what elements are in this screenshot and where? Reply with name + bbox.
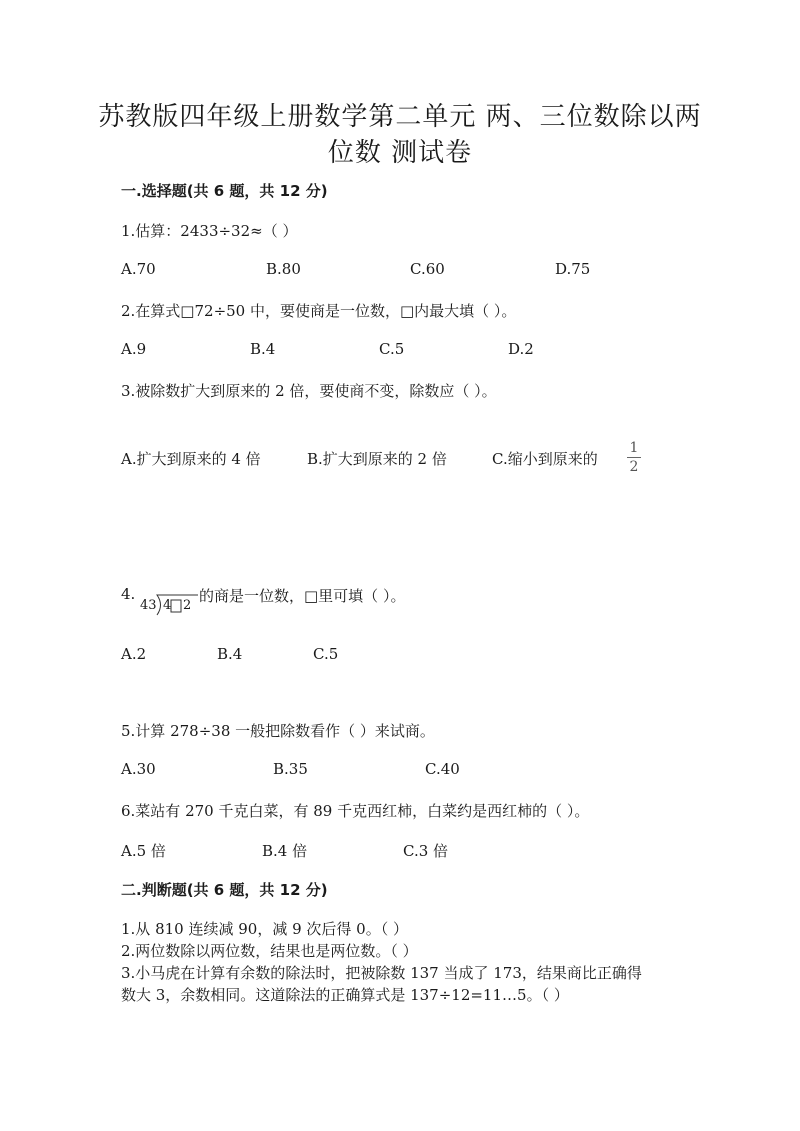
- q3-option-b: B.扩大到原来的 2 倍: [307, 450, 447, 468]
- q5-option-c: C.40: [425, 760, 460, 778]
- fraction-bar: [627, 457, 641, 458]
- q1-option-d: D.75: [555, 260, 591, 278]
- fraction-denominator: 2: [629, 459, 639, 475]
- q2-stem: 2.在算式□72÷50 中，要使商是一位数，□内最大填（ ）。: [121, 302, 517, 320]
- q6-option-a: A.5 倍: [121, 842, 166, 860]
- divisor: 43: [140, 598, 157, 613]
- q5-option-b: B.35: [273, 760, 308, 778]
- q1-option-c: C.60: [410, 260, 445, 278]
- q3-stem: 3.被除数扩大到原来的 2 倍，要使商不变，除数应（ ）。: [121, 382, 497, 400]
- q2-option-a: A.9: [121, 340, 147, 358]
- dividend-last-digit: 2: [183, 598, 192, 613]
- q5-stem: 5.计算 278÷38 一般把除数看作（ ）来试商。: [121, 722, 435, 740]
- q2-option-b: B.4: [250, 340, 276, 358]
- q6-option-c: C.3 倍: [403, 842, 449, 860]
- judge-item-3-line2: 数大 3，余数相同。这道除法的正确算式是 137÷12=11…5。（ ）: [121, 986, 569, 1004]
- q1-option-a: A.70: [121, 260, 156, 278]
- q4-option-a: A.2: [121, 645, 147, 663]
- fraction-numerator: 1: [629, 440, 639, 456]
- page-title-line2: 位数 测试卷: [327, 138, 473, 168]
- q5-option-a: A.30: [121, 760, 156, 778]
- judge-item-2: 2.两位数除以两位数，结果也是两位数。（ ）: [121, 942, 418, 960]
- q3-fraction: [627, 441, 641, 474]
- q2-option-d: D.2: [508, 340, 534, 358]
- judge-item-1: 1.从 810 连续减 90，减 9 次后得 0。（ ）: [121, 920, 408, 938]
- q2-option-c: C.5: [379, 340, 405, 358]
- q4-option-c: C.5: [313, 645, 339, 663]
- q1-stem: 1.估算：2433÷32≈（ ）: [121, 222, 298, 240]
- long-division-figure: [140, 584, 200, 618]
- dividend-first-digit: 4: [163, 598, 172, 613]
- section2-heading: 二.判断题(共 6 题，共 12 分): [121, 881, 328, 899]
- q3-option-a: A.扩大到原来的 4 倍: [121, 450, 261, 468]
- section1-heading: 一.选择题(共 6 题，共 12 分): [121, 182, 328, 200]
- q6-option-b: B.4 倍: [262, 842, 308, 860]
- q4-option-b: B.4: [217, 645, 243, 663]
- q1-option-b: B.80: [266, 260, 301, 278]
- page-title-line1: 苏教版四年级上册数学第二单元 两、三位数除以两: [98, 102, 702, 132]
- q4-number: 4.: [121, 585, 136, 603]
- judge-item-3-line1: 3.小马虎在计算有余数的除法时，把被除数 137 当成了 173，结果商比正确得: [121, 964, 642, 982]
- q4-stem: 的商是一位数，□里可填（ ）。: [199, 587, 406, 605]
- q6-stem: 6.菜站有 270 千克白菜，有 89 千克西红柿，白菜约是西红柿的（ ）。: [121, 802, 590, 820]
- q3-option-c: C.缩小到原来的: [492, 450, 598, 468]
